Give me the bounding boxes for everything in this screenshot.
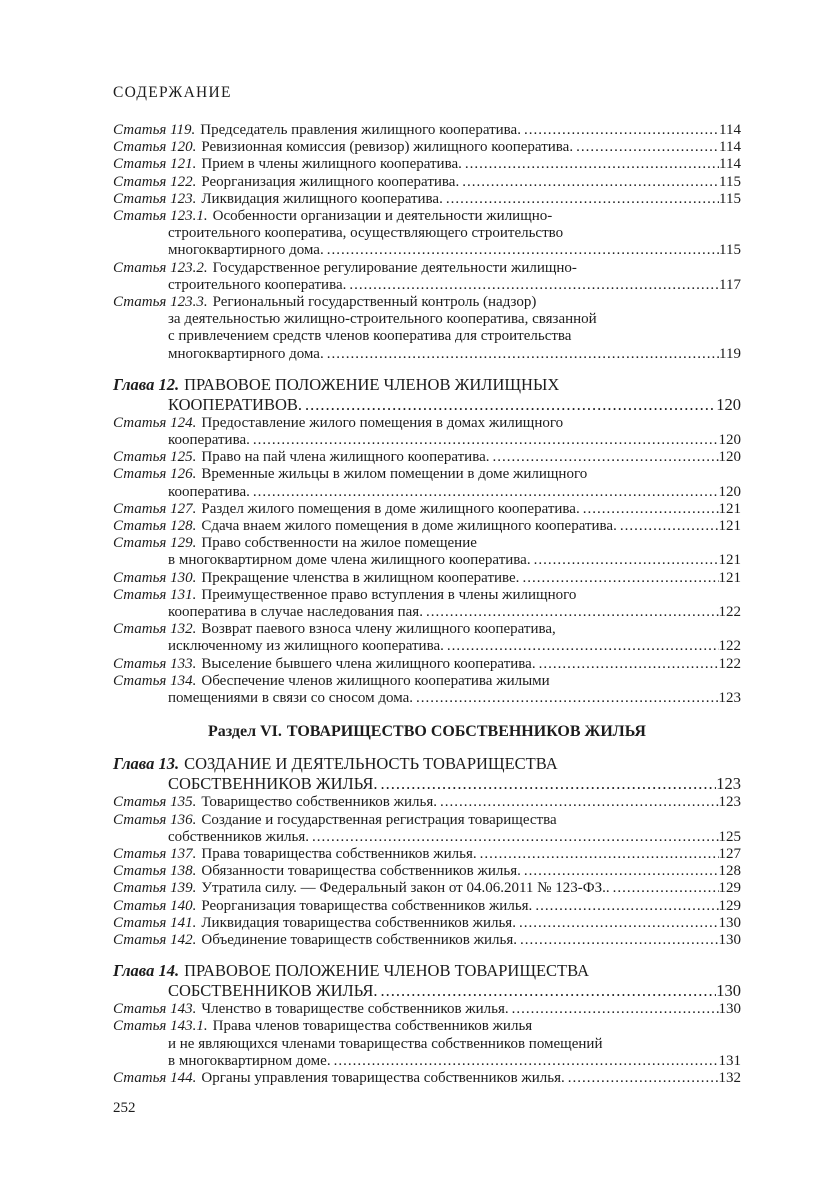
entry-text: СОБСТВЕННИКОВ ЖИЛЬЯ. <box>168 774 378 794</box>
entry-text: строительного кооператива. <box>168 276 347 293</box>
dot-leader <box>509 1001 719 1018</box>
entry-page-number: 120 <box>716 394 741 414</box>
dot-leader <box>580 501 719 518</box>
dot-leader <box>437 794 719 811</box>
toc-line <box>113 395 741 415</box>
toc-line <box>113 570 741 587</box>
toc-line <box>113 311 741 328</box>
toc-entry <box>113 570 741 587</box>
entry-page-number: 122 <box>718 655 741 672</box>
toc-entry <box>113 415 741 449</box>
toc-line <box>113 432 741 449</box>
dot-leader <box>532 898 718 915</box>
toc-line <box>113 294 741 311</box>
entry-text: исключенному из жилищного кооператива. <box>168 638 444 655</box>
dot-leader <box>536 656 719 673</box>
entry-label: Статья 123.2. <box>113 259 208 276</box>
entry-label: Статья 142. <box>113 931 197 948</box>
toc-entry <box>113 898 741 915</box>
entry-page-number: 114 <box>719 122 741 138</box>
entry-label: Статья 143.1. <box>113 1018 208 1035</box>
entry-text: СОЗДАНИЕ И ДЕЯТЕЛЬНОСТЬ ТОВАРИЩЕСТВА <box>184 754 558 774</box>
entry-text: Ликвидация жилищного кооператива. <box>201 190 443 207</box>
toc-line <box>113 754 741 774</box>
entry-label: Статья 144. <box>113 1069 197 1086</box>
entry-text: Прекращение членства в жилищном кооперативе. <box>201 569 520 586</box>
dot-leader <box>302 395 716 415</box>
entry-page-number: 130 <box>716 981 741 1001</box>
entry-text: КООПЕРАТИВОВ. <box>168 394 302 414</box>
toc-line <box>113 501 741 518</box>
dot-leader <box>346 277 719 294</box>
entry-text: с привлечением средств членов кооператива для строительства <box>168 328 572 345</box>
entry-page-number: 114 <box>719 139 741 156</box>
entry-page-number: 115 <box>719 242 741 259</box>
toc-line <box>113 638 741 655</box>
toc-line <box>113 518 741 535</box>
toc-entry <box>113 260 741 294</box>
toc-line <box>113 208 741 225</box>
toc-entry <box>113 587 741 621</box>
entry-text: ТОВАРИЩЕСТВО СОБСТВЕННИКОВ ЖИЛЬЯ <box>286 723 646 741</box>
toc-line <box>113 277 741 294</box>
entry-page-number: 129 <box>718 880 741 897</box>
entry-text: Утратила силу. — Федеральный закон от 04.06.2011 № 123-ФЗ.. <box>201 880 610 897</box>
entry-label: Статья 132. <box>113 621 197 638</box>
entry-label: Статья 131. <box>113 586 197 603</box>
entry-text: кооператива. <box>168 432 250 449</box>
entry-page-number: 115 <box>719 173 741 190</box>
toc-line <box>113 690 741 707</box>
entry-page-number: 120 <box>718 449 741 466</box>
entry-text: в многоквартирном доме члена жилищного кооператива. <box>168 552 531 569</box>
dot-leader <box>459 174 719 191</box>
toc-entry <box>113 673 741 707</box>
entry-text: Выселение бывшего члена жилищного кооператива. <box>201 655 536 672</box>
entry-text: Раздел жилого помещения в доме жилищного кооператива. <box>201 500 580 517</box>
toc-entry <box>113 1070 741 1087</box>
entry-label: Статья 126. <box>113 466 197 483</box>
entry-text: Предоставление жилого помещения в домах жилищного <box>201 414 564 431</box>
entry-text: Создание и государственная регистрация товарищества <box>201 811 557 828</box>
toc-line <box>113 156 741 173</box>
toc-line <box>113 932 741 949</box>
dot-leader <box>516 915 719 932</box>
entry-text: Государственное регулирование деятельности жилищно- <box>212 259 577 276</box>
toc-line <box>113 225 741 242</box>
entry-label: Глава 14. <box>113 961 180 981</box>
entry-text: Право на пай члена жилищного кооператива. <box>201 449 490 466</box>
entry-label: Статья 133. <box>113 655 197 672</box>
entry-text: Ревизионная комиссия (ревизор) жилищного кооператива. <box>201 139 574 156</box>
toc-line <box>113 587 741 604</box>
toc-line <box>113 673 741 690</box>
dot-leader <box>377 981 716 1001</box>
entry-text: Обязанности товарищества собственников жилья. <box>201 863 521 880</box>
entry-page-number: 131 <box>718 1052 741 1069</box>
entry-page-number: 117 <box>719 276 741 293</box>
entry-page-number: 130 <box>718 931 741 948</box>
toc-entry <box>113 535 741 569</box>
entry-page-number: 129 <box>718 897 741 914</box>
entry-text: Объединение товариществ собственников жилья. <box>201 931 518 948</box>
entry-text: Права членов товарищества собственников жилья <box>212 1018 533 1035</box>
entry-label: Статья 123.3. <box>113 294 208 311</box>
toc-entry <box>113 518 741 535</box>
entry-page-number: 123 <box>718 690 741 707</box>
entry-page-number: 120 <box>718 483 741 500</box>
toc-entry <box>113 794 741 811</box>
dot-leader <box>610 880 719 897</box>
toc-entry <box>113 208 741 260</box>
entry-page-number: 125 <box>718 828 741 845</box>
entry-page-number: 121 <box>718 569 741 586</box>
entry-text: Реорганизация жилищного кооператива. <box>201 173 460 190</box>
entry-label: Статья 127. <box>113 500 197 517</box>
entry-label: Статья 123. <box>113 190 197 207</box>
dot-leader <box>462 156 719 173</box>
entry-text: кооператива в случае наследования пая. <box>168 604 423 621</box>
toc-entry <box>113 1001 741 1018</box>
entry-label: Статья 120. <box>113 139 197 156</box>
entry-text: Сдача внаем жилого помещения в доме жилищного кооператива. <box>201 518 617 535</box>
entry-label: Статья 122. <box>113 173 197 190</box>
entry-page-number: 123 <box>716 774 741 794</box>
dot-leader <box>477 846 719 863</box>
toc-entry <box>113 1018 741 1070</box>
toc-line <box>113 621 741 638</box>
toc-entry <box>113 139 741 156</box>
dot-leader <box>531 552 719 569</box>
entry-label: Глава 12. <box>113 374 180 394</box>
toc-entry <box>113 846 741 863</box>
entry-text: Право собственности на жилое помещение <box>201 535 477 552</box>
toc-line <box>113 1036 741 1053</box>
entry-page-number: 132 <box>718 1069 741 1086</box>
toc-entry <box>113 915 741 932</box>
dot-leader <box>413 690 718 707</box>
toc-line <box>113 656 741 673</box>
entry-text: многоквартирного дома. <box>168 242 324 259</box>
entry-page-number: 115 <box>719 190 741 207</box>
toc-line <box>113 880 741 897</box>
entry-text: за деятельностью жилищно-строительного кооператива, связанной <box>168 311 597 328</box>
toc-line <box>113 260 741 277</box>
entry-label: Статья 121. <box>113 156 197 173</box>
entry-page-number: 121 <box>718 500 741 517</box>
toc-line <box>113 1053 741 1070</box>
entry-page-number: 121 <box>718 552 741 569</box>
toc-entry <box>113 449 741 466</box>
toc-chapter-heading <box>113 754 741 794</box>
dot-leader <box>565 1070 719 1087</box>
toc-line <box>113 604 741 621</box>
toc-line <box>113 415 741 432</box>
toc-line <box>113 863 741 880</box>
dot-leader <box>423 604 719 621</box>
entry-label: Статья 125. <box>113 449 197 466</box>
entry-text: и не являющихся членами товарищества собственников помещений <box>168 1035 603 1052</box>
dot-leader <box>444 638 719 655</box>
entry-label: Статья 123.1. <box>113 208 208 225</box>
dot-leader <box>521 863 719 880</box>
entry-text: Органы управления товарищества собственников жилья. <box>201 1069 565 1086</box>
dot-leader <box>443 191 719 208</box>
toc-line <box>113 328 741 345</box>
entry-label: Статья 140. <box>113 897 197 914</box>
dot-leader <box>309 829 719 846</box>
toc-list <box>113 122 741 1087</box>
entry-label: Статья 128. <box>113 518 197 535</box>
toc-line <box>113 375 741 395</box>
entry-text: СОБСТВЕННИКОВ ЖИЛЬЯ. <box>168 981 378 1001</box>
toc-line <box>113 794 741 811</box>
toc-chapter-heading <box>113 961 741 1001</box>
entry-text: Членство в товариществе собственников жилья. <box>201 1001 509 1018</box>
entry-page-number: 114 <box>719 156 741 173</box>
toc-line <box>113 812 741 829</box>
entry-text: Особенности организации и деятельности жилищно- <box>212 208 553 225</box>
dot-leader <box>250 484 719 501</box>
toc-line <box>113 484 741 501</box>
entry-page-number: 130 <box>718 1001 741 1018</box>
entry-text: Товарищество собственников жилья. <box>201 794 437 811</box>
toc-line <box>113 898 741 915</box>
entry-page-number: 127 <box>718 845 741 862</box>
entry-text: Обеспечение членов жилищного кооператива жилыми <box>201 672 550 689</box>
toc-line <box>113 346 741 363</box>
dot-leader <box>573 139 719 156</box>
toc-chapter-heading <box>113 375 741 415</box>
entry-label: Статья 129. <box>113 535 197 552</box>
toc-line <box>113 1018 741 1035</box>
entry-page-number: 119 <box>719 345 741 362</box>
entry-page-number: 120 <box>718 432 741 449</box>
toc-entry <box>113 191 741 208</box>
toc-entry <box>113 656 741 673</box>
toc-entry <box>113 156 741 173</box>
toc-entry <box>113 932 741 949</box>
entry-text: ПРАВОВОЕ ПОЛОЖЕНИЕ ЧЛЕНОВ ЖИЛИЩНЫХ <box>184 374 560 394</box>
toc-line <box>113 139 741 156</box>
entry-text: ПРАВОВОЕ ПОЛОЖЕНИЕ ЧЛЕНОВ ТОВАРИЩЕСТВА <box>184 961 590 981</box>
entry-label: Статья 139. <box>113 880 197 897</box>
page-number: 252 <box>113 1100 136 1116</box>
dot-leader <box>324 346 719 363</box>
toc-line <box>113 1001 741 1018</box>
toc-line <box>113 466 741 483</box>
entry-text: Реорганизация товарищества собственников жилья. <box>201 897 533 914</box>
entry-text: строительного кооператива, осуществляющего строительство <box>168 225 564 242</box>
entry-label: Статья 138. <box>113 863 197 880</box>
toc-line <box>113 552 741 569</box>
toc-entry <box>113 880 741 897</box>
dot-leader <box>617 518 719 535</box>
toc-line <box>113 535 741 552</box>
toc-line <box>113 961 741 981</box>
entry-page-number: 121 <box>718 518 741 535</box>
toc-line <box>113 449 741 466</box>
toc-line <box>113 1070 741 1087</box>
toc-entry <box>113 466 741 500</box>
toc-line <box>113 981 741 1001</box>
toc-line <box>113 829 741 846</box>
toc-line <box>113 174 741 191</box>
toc-line <box>113 846 741 863</box>
toc-entry <box>113 122 741 139</box>
dot-leader <box>521 122 719 139</box>
entry-label: Статья 136. <box>113 811 197 828</box>
entry-text: Возврат паевого взноса члену жилищного кооператива, <box>201 621 556 638</box>
toc-line <box>113 915 741 932</box>
dot-leader <box>324 242 719 259</box>
entry-text: собственников жилья. <box>168 828 309 845</box>
toc-line <box>113 774 741 794</box>
entry-text: Ликвидация товарищества собственников жилья. <box>201 914 516 931</box>
entry-page-number: 122 <box>718 638 741 655</box>
dot-leader <box>517 932 718 949</box>
dot-leader <box>377 774 716 794</box>
page-title: СОДЕРЖАНИЕ <box>113 84 232 101</box>
entry-text: помещениями в связи со сносом дома. <box>168 690 414 707</box>
toc-line <box>113 122 741 139</box>
entry-label: Статья 141. <box>113 914 197 931</box>
toc-entry <box>113 863 741 880</box>
dot-leader <box>331 1053 719 1070</box>
entry-label: Статья 119. <box>113 122 196 138</box>
entry-label: Статья 135. <box>113 794 197 811</box>
entry-text: Прием в члены жилищного кооператива. <box>201 156 462 173</box>
entry-label: Статья 130. <box>113 569 197 586</box>
entry-text: Председатель правления жилищного кооператива. <box>200 122 521 138</box>
toc-entry <box>113 812 741 846</box>
toc-entry <box>113 501 741 518</box>
entry-label: Статья 143. <box>113 1001 197 1018</box>
entry-label: Раздел VI. <box>208 723 282 741</box>
toc-entry <box>113 294 741 363</box>
toc-line <box>113 191 741 208</box>
entry-label: Статья 134. <box>113 672 197 689</box>
entry-text: Права товарищества собственников жилья. <box>201 845 477 862</box>
dot-leader <box>489 449 718 466</box>
entry-page-number: 122 <box>718 604 741 621</box>
entry-label: Глава 13. <box>113 754 180 774</box>
entry-page-number: 128 <box>718 863 741 880</box>
entry-text: многоквартирного дома. <box>168 345 324 362</box>
dot-leader <box>519 570 718 587</box>
entry-page-number: 130 <box>718 914 741 931</box>
toc-entry <box>113 174 741 191</box>
entry-text: Региональный государственный контроль (надзор) <box>212 294 537 311</box>
entry-text: Временные жильцы в жилом помещении в доме жилищного <box>201 466 588 483</box>
entry-text: Преимущественное право вступления в члены жилищного <box>201 586 577 603</box>
toc-line <box>113 242 741 259</box>
toc-section-heading <box>113 722 741 742</box>
entry-page-number: 123 <box>718 794 741 811</box>
toc-entry <box>113 621 741 655</box>
entry-label: Статья 124. <box>113 414 197 431</box>
entry-label: Статья 137. <box>113 845 197 862</box>
entry-text: в многоквартирном доме. <box>168 1052 331 1069</box>
entry-text: кооператива. <box>168 483 250 500</box>
dot-leader <box>250 432 719 449</box>
